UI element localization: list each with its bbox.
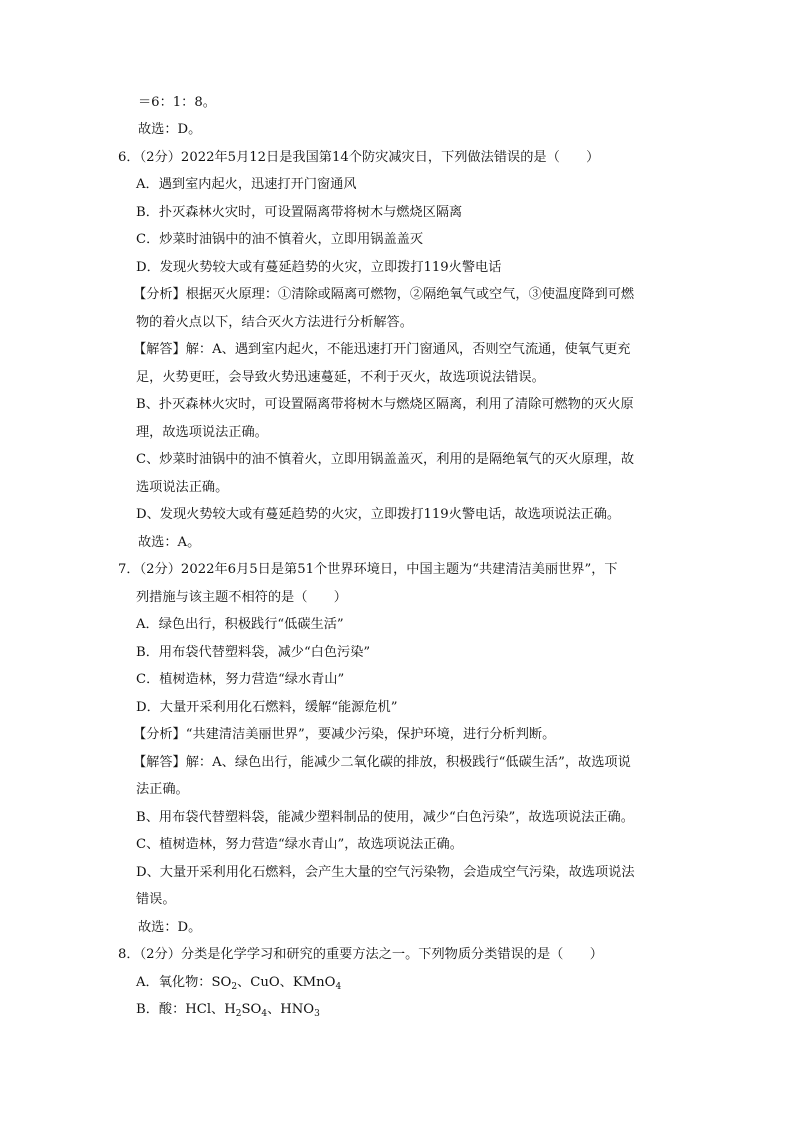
text-line: D、发现火势较大或有蔓延趋势的火灾，立即拨打119火警电话，故选项说法正确。 — [136, 507, 621, 522]
option-a-text: A．氧化物：SO — [136, 975, 232, 990]
question-8-option-a — [136, 969, 341, 996]
question-6-answer: 【解答】解：A、遇到室内起火，不能迅速打开门窗通风，否则空气流通，使氧气更充 — [133, 342, 631, 357]
option-a-text-2: 、CuO、KMnO — [237, 975, 336, 990]
text-line: B、扑灭森林火灾时，可设置隔离带将树木与燃烧区隔离，利用了清除可燃物的灭火原 — [136, 397, 634, 412]
question-7-choice: 故选：D。 — [138, 920, 202, 935]
text-line: D、大量开采利用化石燃料，会产生大量的空气污染物，会造成空气污染，故选项说法 — [136, 865, 635, 880]
option-b-sub-2: 4 — [261, 1009, 268, 1019]
text-line: 法正确。 — [136, 782, 189, 797]
text-line: 理，故选项说法正确。 — [136, 425, 268, 440]
text-line: 选项说法正确。 — [136, 480, 229, 495]
option-b-text-3: 、HNO — [267, 1002, 315, 1017]
question-7-option-a: A．绿色出行，积极践行“低碳生活” — [136, 617, 344, 632]
text-line: 故选：D。 — [138, 122, 202, 137]
option-b-sub-3: 3 — [314, 1009, 320, 1019]
question-6-option-d: D．发现火势较大或有蔓延趋势的火灾，立即拨打119火警电话 — [136, 260, 502, 275]
question-8-stem: 8．（2分）分类是化学学习和研究的重要方法之一。下列物质分类错误的是（ ） — [118, 947, 603, 962]
text-line: 错误。 — [136, 892, 176, 907]
option-b-text: B．酸：HCl、H — [136, 1002, 236, 1017]
text-line: ＝6：1：8。 — [138, 95, 216, 110]
option-a-sub-1: 2 — [231, 982, 238, 992]
question-6-option-b: B．扑灭森林火灾时，可设置隔离带将树木与燃烧区隔离 — [136, 205, 463, 220]
question-7-analysis: 【分析】“共建清洁美丽世界”，要减少污染，保护环境，进行分析判断。 — [133, 727, 556, 742]
question-6-choice: 故选：A。 — [138, 535, 201, 550]
text-line: C、植树造林，努力营造“绿水青山”，故选项说法正确。 — [136, 837, 463, 852]
question-7-option-c: C．植树造林，努力营造“绿水青山” — [136, 672, 345, 687]
question-6-analysis: 【分析】根据灭火原理：①清除或隔离可燃物，②隔绝氧气或空气，③使温度降到可燃 — [133, 287, 635, 302]
question-7-option-b: B．用布袋代替塑料袋，减少“白色污染” — [136, 645, 371, 660]
question-8-option-b — [136, 996, 320, 1023]
question-6-option-c: C．炒菜时油锅中的油不慎着火，立即用锅盖盖灭 — [136, 232, 424, 247]
question-7-answer: 【解答】解：A、绿色出行，能减少二氧化碳的排放，积极践行“低碳生活”，故选项说 — [133, 755, 631, 770]
question-6-stem: 6．（2分）2022年5月12日是我国第14个防灾减灾日，下列做法错误的是（ ） — [118, 150, 600, 165]
text-line: 列措施与该主题不相符的是（ ） — [136, 590, 347, 605]
text-line: 物的着火点以下，结合灭火方法进行分析解答。 — [136, 315, 413, 330]
question-7-option-d: D．大量开采利用化石燃料，缓解“能源危机” — [136, 700, 398, 715]
question-7-stem: 7．（2分）2022年6月5日是第51个世界环境日，中国主题为“共建清洁美丽世界”，下 — [118, 562, 618, 577]
option-b-sub-1: 2 — [235, 1009, 242, 1019]
text-line: 足，火势更旺，会导致火势迅速蔓延，不利于灭火，故选项说法错误。 — [136, 370, 545, 385]
question-6-option-a: A．遇到室内起火，迅速打开门窗通风 — [136, 177, 357, 192]
option-a-sub-2: 4 — [335, 982, 342, 992]
text-line: C、炒菜时油锅中的油不慎着火，立即用锅盖盖灭，利用的是隔绝氧气的灭火原理，故 — [136, 452, 635, 467]
option-b-text-2: SO — [241, 1002, 262, 1017]
text-line: B、用布袋代替塑料袋，能减少塑料制品的使用，减少“白色污染”，故选项说法正确。 — [136, 810, 634, 825]
